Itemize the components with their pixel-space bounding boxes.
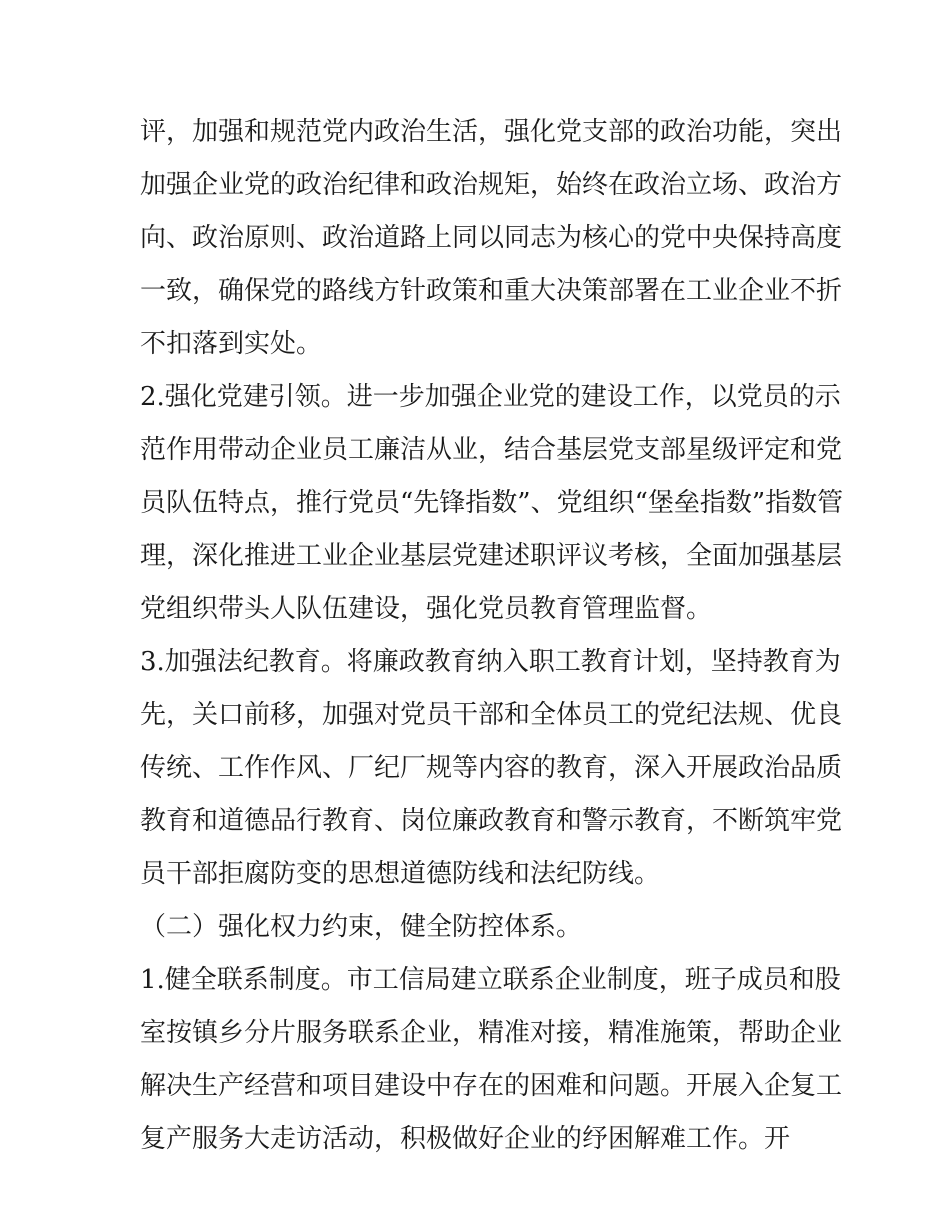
- text-line: 范作用带动企业员工廉洁从业，结合基层党支部星级评定和党: [140, 435, 843, 465]
- text-line: 理，深化推进工业企业基层党建述职评议考核，全面加强基层: [140, 541, 843, 571]
- text-line: 评，加强和规范党内政治生活，强化党支部的政治功能，突出: [140, 117, 843, 147]
- section-heading: （二）强化权力约束，健全防控体系。: [140, 912, 583, 942]
- text-line: 传统、工作作风、厂纪厂规等内容的教育，深入开展政治品质: [140, 753, 843, 783]
- text-line: 员干部拒腐防变的思想道德防线和法纪防线。: [140, 859, 661, 889]
- text-line: 加强企业党的政治纪律和政治规矩，始终在政治立场、政治方: [140, 170, 843, 200]
- text-line: 解决生产经营和项目建设中存在的困难和问题。开展入企复工: [140, 1071, 843, 1101]
- text-line: 室按镇乡分片服务联系企业，精准对接，精准施策，帮助企业: [140, 1018, 843, 1048]
- text-line: 1.健全联系制度。市工信局建立联系企业制度，班子成员和股: [140, 965, 841, 995]
- text-line: 教育和道德品行教育、岗位廉政教育和警示教育，不断筑牢党: [140, 806, 843, 836]
- text-line: 先，关口前移，加强对党员干部和全体员工的党纪法规、优良: [140, 700, 843, 730]
- text-line: 一致，确保党的路线方针政策和重大决策部署在工业企业不折: [140, 276, 843, 306]
- text-line: 员队伍特点，推行党员“先锋指数”、党组织“堡垒指数”指数管: [140, 488, 844, 518]
- text-line: 党组织带头人队伍建设，强化党员教育管理监督。: [140, 594, 713, 624]
- text-line: 2.强化党建引领。进一步加强企业党的建设工作，以党员的示: [140, 382, 841, 412]
- text-line: 复产服务大走访活动，积极做好企业的纾困解难工作。开: [140, 1124, 791, 1154]
- document-body: [140, 106, 844, 1166]
- text-line: 3.加强法纪教育。将廉政教育纳入职工教育计划，坚持教育为: [140, 647, 841, 677]
- text-line: 向、政治原则、政治道路上同以同志为核心的党中央保持高度: [140, 223, 843, 253]
- text-line: 不扣落到实处。: [140, 329, 323, 359]
